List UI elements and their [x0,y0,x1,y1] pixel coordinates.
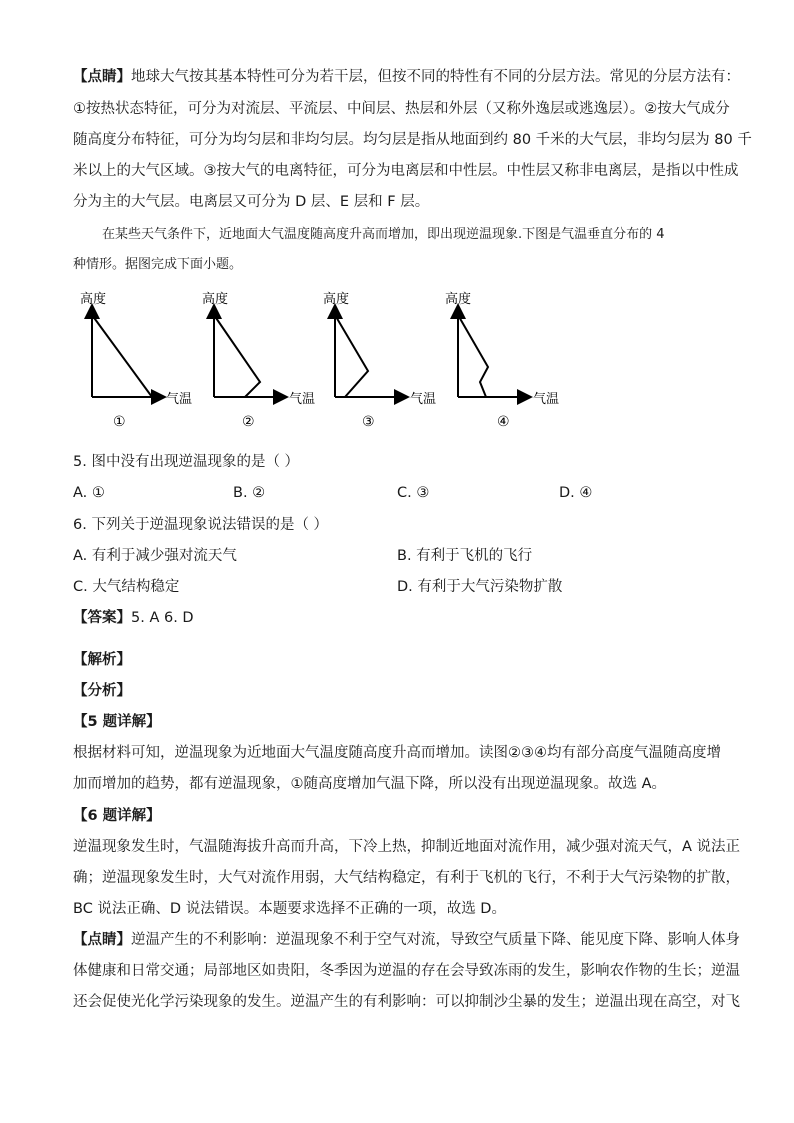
q6-detail-heading: 【6 题详解】 [73,808,161,824]
panel-2 [202,291,315,430]
dianjing2-label: 【点睛】 [73,932,131,948]
panel-3-y-label: 高度 [323,292,350,307]
dianjing-line-2: ①按热状态特征，可分为对流层、平流层、中间层、热层和外层（又称外逸层或逃逸层）。②按大气成分 [73,101,730,117]
panel-1-label: ① [113,414,126,430]
q5-option-b: B. ② [233,485,266,501]
dianjing-label: 【点睛】 [73,69,131,85]
panel-1 [80,291,192,430]
panel-3-x-label: 气温 [410,392,437,407]
dianjing2-line-3: 还会促使光化学污染现象的发生。逆温产生的有利影响：可以抑制沙尘暴的发生；逆温出现在高空，对飞 [73,994,740,1010]
dianjing-line-1 [73,67,740,87]
fenxi-heading: 【分析】 [73,683,131,699]
q6-option-c: C. 大气结构稳定 [73,579,180,595]
panel-3-profile-line [335,315,368,397]
q6-analysis-line-2: 确；逆温现象发生时，大气对流作用弱，大气结构稳定，有利于飞机的飞行，不利于大气污染物的扩散， [73,870,740,886]
panel-3-label: ③ [362,414,375,430]
panel-4 [445,291,559,430]
dianjing-line-5: 分为主的大气层。电离层又可分为 D 层、E 层和 F 层。 [73,194,430,210]
q6-analysis-line-3: BC 说法正确、D 说法错误。本题要求选择不正确的一项，故选 D。 [73,901,506,917]
q6-analysis-line-1: 逆温现象发生时，气温随海拔升高而升高，下冷上热，抑制近地面对流作用，减少强对流天气，A 说法正 [73,839,741,855]
panel-4-y-label: 高度 [445,292,472,307]
panel-4-profile-line [458,315,488,397]
dianjing2-text: 逆温产生的不利影响：逆温现象不利于空气对流，导致空气质量下降、能见度下降、影响人体身 [131,932,740,948]
q6-option-a: A. 有利于减少强对流天气 [73,548,237,564]
panel-4-label: ④ [497,414,510,430]
panel-2-y-label: 高度 [202,292,229,307]
q6-option-b: B. 有利于飞机的飞行 [397,548,533,564]
material-line-2: 种情形。据图完成下面小题。 [73,257,243,272]
answer-text: 5. A 6. D [131,610,194,626]
q5-option-d: D. ④ [559,485,593,501]
material-line-1: 在某些天气条件下，近地面大气温度随高度升高而增加，即出现逆温现象.下图是气温垂直分布的 4 [102,227,665,242]
panel-2-x-label: 气温 [289,392,316,407]
jiexi-heading: 【解析】 [73,652,131,668]
panel-2-label: ② [242,414,255,430]
temperature-profile-figure [60,285,580,435]
answer-line [73,608,194,628]
dianjing2-line-1 [73,930,740,950]
q5-detail-heading: 【5 题详解】 [73,714,161,730]
panel-1-x-label: 气温 [166,392,193,407]
q5-stem: 5. 图中没有出现逆温现象的是（ ） [73,454,300,470]
dianjing-line-3: 随高度分布特征，可分为均匀层和非均匀层。均匀层是指从地面到约 80 千米的大气层，非均匀层为 80 千 [73,132,752,148]
panel-1-profile-line [92,315,152,397]
panel-2-profile-line [214,315,260,397]
q5-option-a: A. ① [73,485,105,501]
dianjing2-line-2: 体健康和日常交通；局部地区如贵阳，冬季因为逆温的存在会导致冻雨的发生，影响农作物的生长；逆温 [73,963,740,979]
panel-3 [323,291,436,430]
q6-stem: 6. 下列关于逆温现象说法错误的是（ ） [73,517,329,533]
q5-analysis-line-1: 根据材料可知，逆温现象为近地面大气温度随高度升高而增加。读图②③④均有部分高度气温随高度增 [73,745,721,761]
panel-4-x-label: 气温 [533,392,560,407]
dianjing-line-4: 米以上的大气区域。③按大气的电离特征，可分为电离层和中性层。中性层又称非电离层，是指以中性成 [73,163,739,179]
answer-label: 【答案】 [73,610,131,626]
q5-analysis-line-2: 加而增加的趋势，都有逆温现象，①随高度增加气温下降，所以没有出现逆温现象。故选 A。 [73,776,667,792]
panel-1-y-label: 高度 [80,292,107,307]
dianjing-text: 地球大气按其基本特性可分为若干层，但按不同的特性有不同的分层方法。常见的分层方法有： [131,69,740,85]
q5-option-c: C. ③ [397,485,430,501]
q6-option-d: D. 有利于大气污染物扩散 [397,579,563,595]
